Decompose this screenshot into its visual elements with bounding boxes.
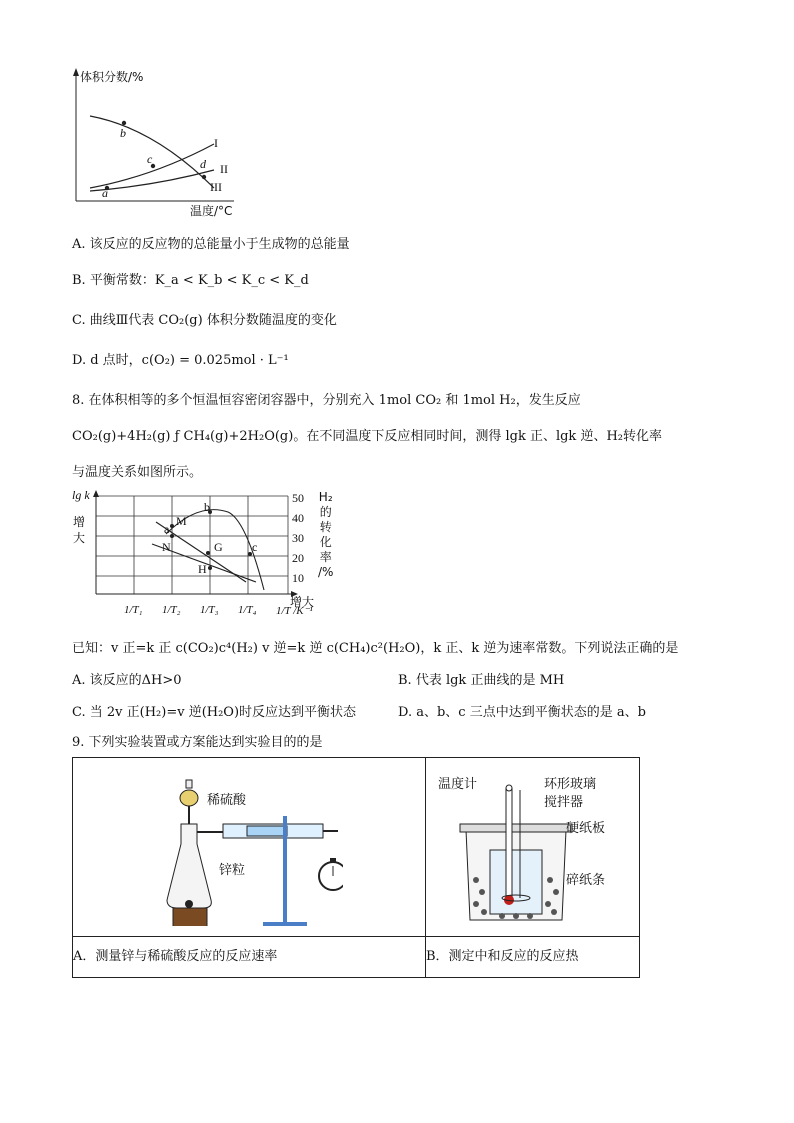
fig2-right-tick: 40 — [292, 511, 304, 525]
fig1-curve-II: II — [220, 162, 228, 176]
label-ring-glass: 环形玻璃 — [544, 777, 597, 792]
caption-b: B．测定中和反应的反应热 — [426, 937, 640, 978]
fig2-right-tick: 30 — [292, 531, 304, 545]
fig2-right-axis-char: 化 — [319, 535, 332, 549]
fig2-y-left-label: lg k — [72, 488, 90, 502]
label-stirrer: 搅拌器 — [544, 795, 584, 810]
q8-stem-line2: CO₂(g)+4H₂(g) ƒ CH₄(g)+2H₂O(g)。在不同温度下反应相同时间，测得 lgk 正、lgk 逆、H₂转化率 — [72, 429, 662, 444]
fig2-right-axis-char: 的 — [319, 505, 332, 519]
fig2-y-left-dir-text: 增大 — [73, 515, 86, 545]
q7-option-b: B. 平衡常数：K_a < K_b < K_c < K_d — [72, 273, 309, 288]
fig2-x-tick-2: 1/T₂ — [162, 604, 181, 616]
fig2-right-axis-label — [318, 490, 333, 580]
fig2-point-G: G — [214, 540, 223, 554]
fig1-point-c: c — [147, 152, 153, 166]
fig1-y-axis-label: 体积分数/% — [80, 70, 144, 84]
fig2-right-tick: 50 — [292, 491, 304, 505]
label-zinc-granules: 锌粒 — [219, 863, 246, 878]
zinc-acid-apparatus — [163, 776, 343, 926]
fig2-right-tick: 10 — [292, 571, 304, 585]
q9-stem: 9. 下列实验装置或方案能达到实验目的的是 — [72, 735, 323, 750]
fig1-x-axis-label: 温度/°C — [190, 204, 233, 218]
q8-option-a: A. 该反应的ΔH>0 — [72, 673, 182, 688]
q8-stem-line1: 8. 在体积相等的多个恒温恒容密闭容器中，分别充入 1mol CO₂ 和 1mol H₂，发生反应 — [72, 393, 581, 408]
q8-option-d: D. a、b、c 三点中达到平衡状态的是 a、b — [398, 705, 646, 720]
apparatus-b-cell — [426, 758, 640, 937]
fig2-y-left-dir — [73, 514, 87, 546]
fig2-x-tick-4: 1/T₄ — [238, 604, 257, 616]
fig2-x-tick-3: 1/T₃ — [200, 604, 219, 616]
fig2-point-H: H — [198, 562, 207, 576]
fig1-point-a: a — [102, 186, 108, 200]
label-cardboard: 硬纸板 — [566, 821, 606, 836]
fig2-x-dir: 增大 — [290, 595, 315, 609]
q8-option-c: C. 当 2v 正(H₂)=v 逆(H₂O)时反应达到平衡状态 — [72, 705, 357, 720]
equilibrium-figure — [64, 66, 264, 226]
fig2-right-ticks — [292, 488, 304, 588]
q7-option-c: C. 曲线Ⅲ代表 CO₂(g) 体积分数随温度的变化 — [72, 313, 337, 328]
fig2-point-M: M — [176, 514, 187, 528]
fig2-point-b: b — [204, 500, 210, 514]
fig2-x-tick-1: 1/T₁ — [124, 604, 143, 616]
q8-known: 已知：v 正=k 正 c(CO₂)c⁴(H₂) v 逆=k 逆 c(CH₄)c²(H₂O)，k 正、k 逆为速率常数。下列说法正确的是 — [72, 641, 679, 656]
fig2-point-N: N — [162, 540, 171, 554]
q8-option-b: B. 代表 lgk 正曲线的是 MH — [398, 673, 565, 688]
fig2-right-axis-char: 率 — [319, 550, 332, 564]
caption-a: A．测量锌与稀硫酸反应的反应速率 — [73, 937, 426, 978]
q8-stem-line3: 与温度关系如图所示。 — [72, 465, 203, 480]
label-dilute-sulfuric-acid: 稀硫酸 — [207, 793, 247, 808]
fig1-point-d: d — [200, 157, 206, 171]
fig2-right-axis-char: /% — [318, 565, 334, 579]
apparatus-a-cell — [73, 758, 426, 937]
label-thermometer: 温度计 — [438, 777, 478, 792]
rate-constant-figure — [88, 490, 298, 600]
experiment-table — [72, 757, 640, 978]
fig2-x-axis-label: 1/T /K⁻¹ — [276, 605, 313, 617]
label-paper-scraps: 碎纸条 — [566, 873, 606, 888]
fig2-point-a: a — [164, 522, 170, 536]
fig1-point-b: b — [120, 126, 126, 140]
fig1-curve-I: I — [214, 136, 218, 150]
fig2-right-axis-char: 转 — [319, 520, 332, 534]
fig2-right-axis-char: H₂ — [318, 490, 333, 504]
fig2-point-c: c — [252, 540, 258, 554]
fig1-curve-III: III — [210, 180, 222, 194]
q7-option-a: A. 该反应的反应物的总能量小于生成物的总能量 — [72, 237, 350, 252]
fig2-right-tick: 20 — [292, 551, 304, 565]
q7-option-d: D. d 点时，c(O₂) = 0.025mol · L⁻¹ — [72, 353, 289, 368]
